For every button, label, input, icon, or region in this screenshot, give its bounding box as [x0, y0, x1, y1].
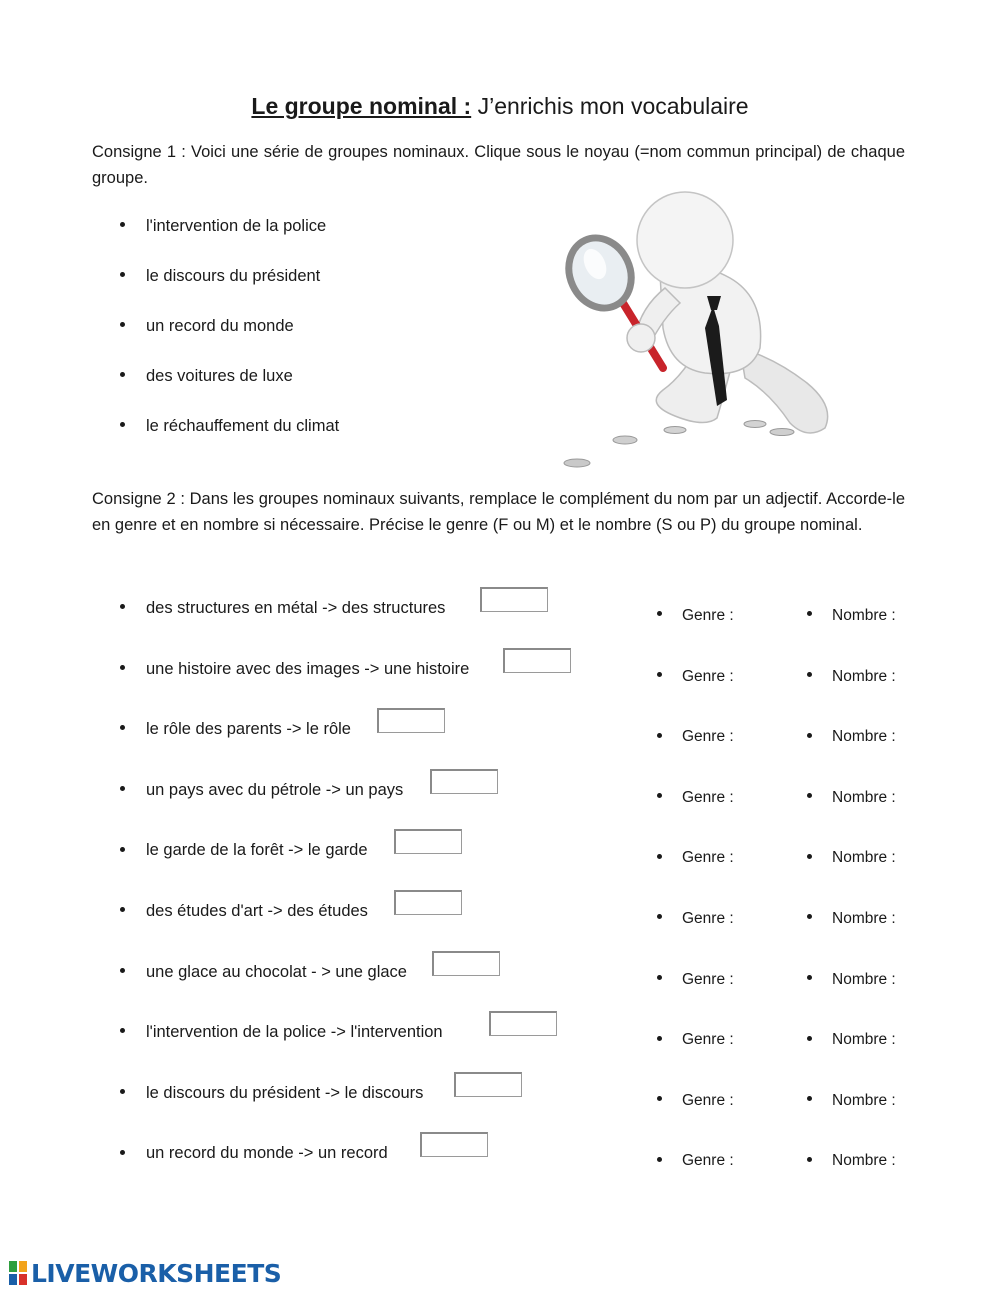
- bullet: [657, 733, 662, 738]
- detective-magnifier-icon: [545, 178, 865, 478]
- answer-input[interactable]: [420, 1132, 488, 1157]
- answer-input[interactable]: [454, 1072, 522, 1097]
- bullet: [657, 854, 662, 859]
- exercise-text: le rôle des parents -> le rôle: [146, 720, 351, 739]
- genre-label[interactable]: Genre :: [657, 727, 734, 747]
- bullet: [657, 611, 662, 616]
- genre-label[interactable]: Genre :: [657, 848, 734, 868]
- exercise-text: un record du monde -> un record: [146, 1144, 388, 1163]
- bullet: [807, 1157, 812, 1162]
- title-rest: J’enrichis mon vocabulaire: [471, 93, 749, 119]
- nombre-label[interactable]: Nombre :: [807, 667, 896, 687]
- exercise-row: [120, 962, 407, 982]
- brand-name: LIVEWORKSHEETS: [31, 1258, 282, 1288]
- bullet: [657, 1096, 662, 1101]
- title-bold: Le groupe nominal :: [251, 93, 472, 119]
- consigne-2: Consigne 2 : Dans les groupes nominaux suivants, remplace le complément du nom par un adjectif. Accorde-le en genre et en nombre si nécessaire. Précise le genre (F ou M) et le nombre (S ou P) du groupe nominal.: [92, 490, 905, 534]
- list-item[interactable]: le réchauffement du climat: [120, 416, 339, 436]
- bullet: [120, 907, 125, 912]
- genre-label[interactable]: Genre :: [657, 606, 734, 626]
- bullet: [807, 793, 812, 798]
- exercise-row: [120, 780, 403, 800]
- bullet: [807, 1096, 812, 1101]
- bullet: [120, 222, 125, 227]
- exercise-text: le garde de la forêt -> le garde: [146, 841, 368, 860]
- exercise-row: [120, 1143, 388, 1163]
- nombre-label[interactable]: Nombre :: [807, 1030, 896, 1050]
- exercise-row: [120, 719, 351, 739]
- answer-input[interactable]: [432, 951, 500, 976]
- answer-input[interactable]: [377, 708, 445, 733]
- answer-input[interactable]: [394, 829, 462, 854]
- genre-label[interactable]: Genre :: [657, 909, 734, 929]
- nombre-label[interactable]: Nombre :: [807, 909, 896, 929]
- bullet: [120, 665, 125, 670]
- bullet: [657, 1036, 662, 1041]
- answer-input[interactable]: [394, 890, 462, 915]
- exercise-row: [120, 1083, 423, 1103]
- liveworksheets-logo-icon: [9, 1261, 27, 1285]
- bullet: [120, 272, 125, 277]
- genre-label[interactable]: Genre :: [657, 1030, 734, 1050]
- answer-input[interactable]: [503, 648, 571, 673]
- bullet: [657, 793, 662, 798]
- exercise-row: [120, 659, 469, 679]
- answer-input[interactable]: [480, 587, 548, 612]
- bullet: [807, 854, 812, 859]
- bullet: [120, 604, 125, 609]
- exercise-text: un pays avec du pétrole -> un pays: [146, 780, 404, 799]
- bullet: [120, 1150, 125, 1155]
- genre-label[interactable]: Genre :: [657, 788, 734, 808]
- exercise-text: une glace au chocolat - > une glace: [146, 962, 407, 981]
- exercise-text: le discours du président -> le discours: [146, 1083, 424, 1102]
- exercise-text: des structures en métal -> des structures: [146, 599, 446, 617]
- list-item[interactable]: l'intervention de la police: [120, 216, 326, 236]
- exercise-row: [120, 1022, 443, 1042]
- bullet: [120, 725, 125, 730]
- list-item[interactable]: le discours du président: [120, 266, 320, 286]
- genre-label[interactable]: Genre :: [657, 667, 734, 687]
- exercise-text: une histoire avec des images -> une histoire: [146, 659, 470, 678]
- bullet: [657, 914, 662, 919]
- nombre-label[interactable]: Nombre :: [807, 727, 896, 747]
- bullet: [120, 322, 125, 327]
- bullet: [807, 672, 812, 677]
- bullet: [120, 847, 125, 852]
- footer-logo: [9, 1258, 281, 1288]
- bullet: [807, 611, 812, 616]
- bullet: [657, 1157, 662, 1162]
- genre-label[interactable]: Genre :: [657, 1151, 734, 1171]
- bullet: [807, 914, 812, 919]
- exercise-text: l'intervention de la police -> l'intervention: [146, 1023, 443, 1042]
- bullet: [120, 786, 125, 791]
- bullet: [807, 1036, 812, 1041]
- nombre-label[interactable]: Nombre :: [807, 606, 896, 626]
- list-item[interactable]: un record du monde: [120, 316, 294, 336]
- nombre-label[interactable]: Nombre :: [807, 1151, 896, 1171]
- bullet: [657, 672, 662, 677]
- answer-input[interactable]: [430, 769, 498, 794]
- bullet: [657, 975, 662, 980]
- answer-input[interactable]: [489, 1011, 557, 1036]
- exercise-row: [120, 901, 368, 921]
- nombre-label[interactable]: Nombre :: [807, 788, 896, 808]
- genre-label[interactable]: Genre :: [657, 970, 734, 990]
- exercise-row: [120, 598, 445, 618]
- bullet: [120, 1089, 125, 1094]
- bullet: [120, 968, 125, 973]
- worksheet-title: [0, 93, 1000, 120]
- bullet: [807, 975, 812, 980]
- list-item[interactable]: des voitures de luxe: [120, 366, 293, 386]
- nombre-label[interactable]: Nombre :: [807, 848, 896, 868]
- bullet: [120, 422, 125, 427]
- bullet: [807, 733, 812, 738]
- exercise-text: des études d'art -> des études: [146, 902, 368, 920]
- nombre-label[interactable]: Nombre :: [807, 1091, 896, 1111]
- consigne-1: Consigne 1 : Voici une série de groupes nominaux. Clique sous le noyau (=nom commun principal) de chaque groupe.: [92, 143, 905, 187]
- genre-label[interactable]: Genre :: [657, 1091, 734, 1111]
- exercise-row: [120, 840, 368, 860]
- nombre-label[interactable]: Nombre :: [807, 970, 896, 990]
- bullet: [120, 1028, 125, 1033]
- bullet: [120, 372, 125, 377]
